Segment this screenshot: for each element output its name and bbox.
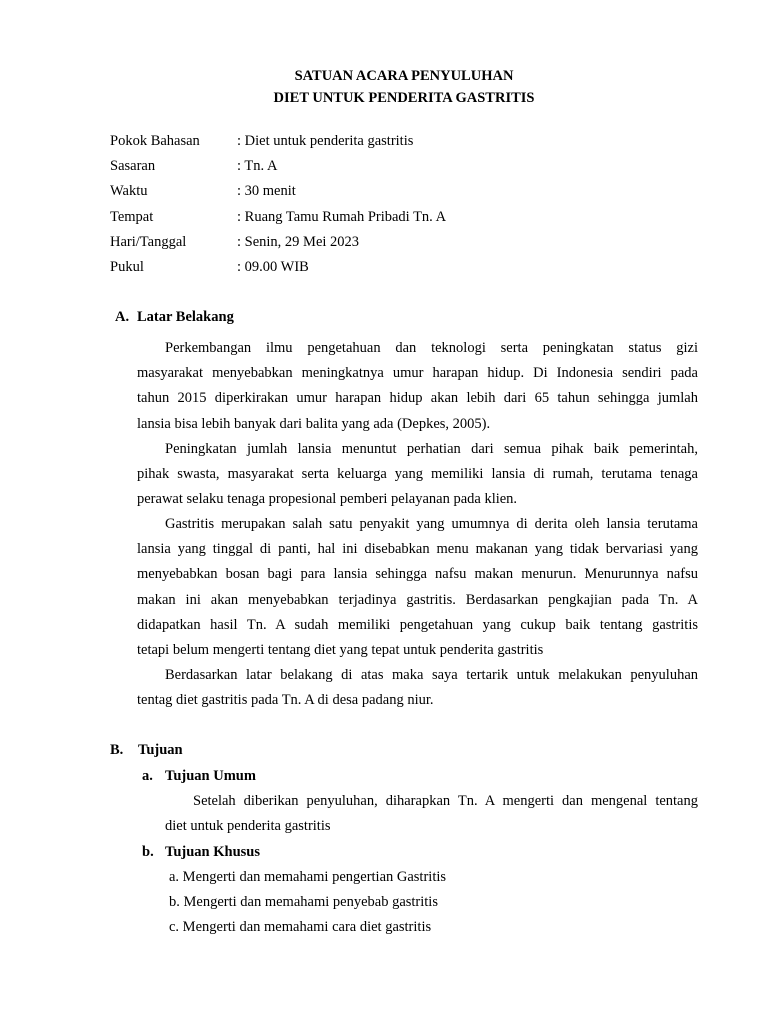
paragraph-line: Berdasarkan latar belakang di atas maka saya tertarik untuk melakukan penyuluhan [165,667,698,683]
paragraph-latar-2 [137,437,698,513]
subsection-title: Tujuan Khusus [165,844,260,860]
paragraph-line: masyarakat menyebabkan meningkatnya umur harapan hidup. Di Indonesia sendiri pada [137,365,698,382]
info-label: Waktu [110,183,148,199]
document-title-line2: DIET UNTUK PENDERITA GASTRITIS [273,90,535,106]
subsection-number: b. [142,844,154,860]
info-value: : Senin, 29 Mei 2023 [237,234,360,250]
subsection-title: Tujuan Umum [165,768,256,784]
info-label: Sasaran [110,158,156,174]
paragraph-line: didapatkan hasil Tn. A sudah memiliki pengetahuan yang cukup baik tentang gastritis [137,616,698,633]
section-b-heading [110,740,183,760]
paragraph-line: lansia bisa lebih banyak dari balita yang ada (Depkes, 2005). [137,415,491,432]
section-a-heading [115,307,234,327]
document-title-line1: SATUAN ACARA PENYULUHAN [294,68,514,84]
info-value: : 30 menit [237,183,296,199]
paragraph-line: Setelah diberikan penyuluhan, diharapkan Tn. A mengerti dan mengenal tentang [193,793,698,809]
list-item: c. Mengerti dan memahami cara diet gastritis [169,919,432,935]
paragraph-line: lansia yang tinggal di panti, hal ini disebabkan menu makanan yang tidak bervariasi yang [137,541,698,558]
paragraph-latar-3 [137,512,698,663]
info-label: Pukul [110,259,144,275]
info-value: : Diet untuk penderita gastritis [237,133,414,149]
paragraph-line: Perkembangan ilmu pengetahuan dan teknologi serta peningkatan status gizi [165,340,698,356]
info-label: Pokok Bahasan [110,133,200,149]
info-value: : 09.00 WIB [237,259,309,275]
section-title: Latar Belakang [137,309,234,325]
list-item: a. Mengerti dan memahami pengertian Gastritis [169,869,447,885]
info-value: : Ruang Tamu Rumah Pribadi Tn. A [237,209,447,225]
info-label: Hari/Tanggal [110,234,187,250]
paragraph-line: Peningkatan jumlah lansia menuntut perhatian dari semua pihak baik pemerintah, [165,441,698,457]
section-number: B. [110,742,124,758]
paragraph-line: menyebabkan bosan bagi para lansia sehingga nafsu makan menurun. Menurunnya nafsu [137,566,698,583]
paragraph-line: diet untuk penderita gastritis [165,818,331,835]
paragraph-line: tetapi belum mengerti tentang diet yang tepat untuk penderita gastritis [137,641,544,658]
paragraph-line: makan ini akan menyebabkan terjadinya gastritis. Berdasarkan pengkajian pada Tn. A [137,591,698,608]
paragraph-latar-4 [137,663,698,713]
subsection-b-heading [142,842,260,862]
paragraph-latar-1 [137,336,698,437]
subsection-a-heading [142,766,256,786]
paragraph-tujuan-umum [165,789,698,839]
paragraph-line: tentag diet gastritis pada Tn. A di desa padang niur. [137,692,434,709]
paragraph-line: perawat selaku tenaga propesional pemberi pelayanan pada klien. [137,491,518,508]
paragraph-line: Gastritis merupakan salah satu penyakit yang umumnya di derita oleh lansia terutama [165,516,698,532]
subsection-number: a. [142,768,153,784]
section-title: Tujuan [138,742,183,758]
info-value: : Tn. A [237,158,278,174]
section-number: A. [115,309,130,325]
paragraph-line: tahun 2015 diperkirakan umur harapan hidup akan lebih dari 65 tahun sehingga jumlah [137,390,698,407]
info-label: Tempat [110,209,154,225]
paragraph-line: pihak swasta, masyarakat serta keluarga yang memiliki lansia di rumah, terutama tenaga [137,466,698,483]
list-item: b. Mengerti dan memahami penyebab gastritis [169,894,438,910]
